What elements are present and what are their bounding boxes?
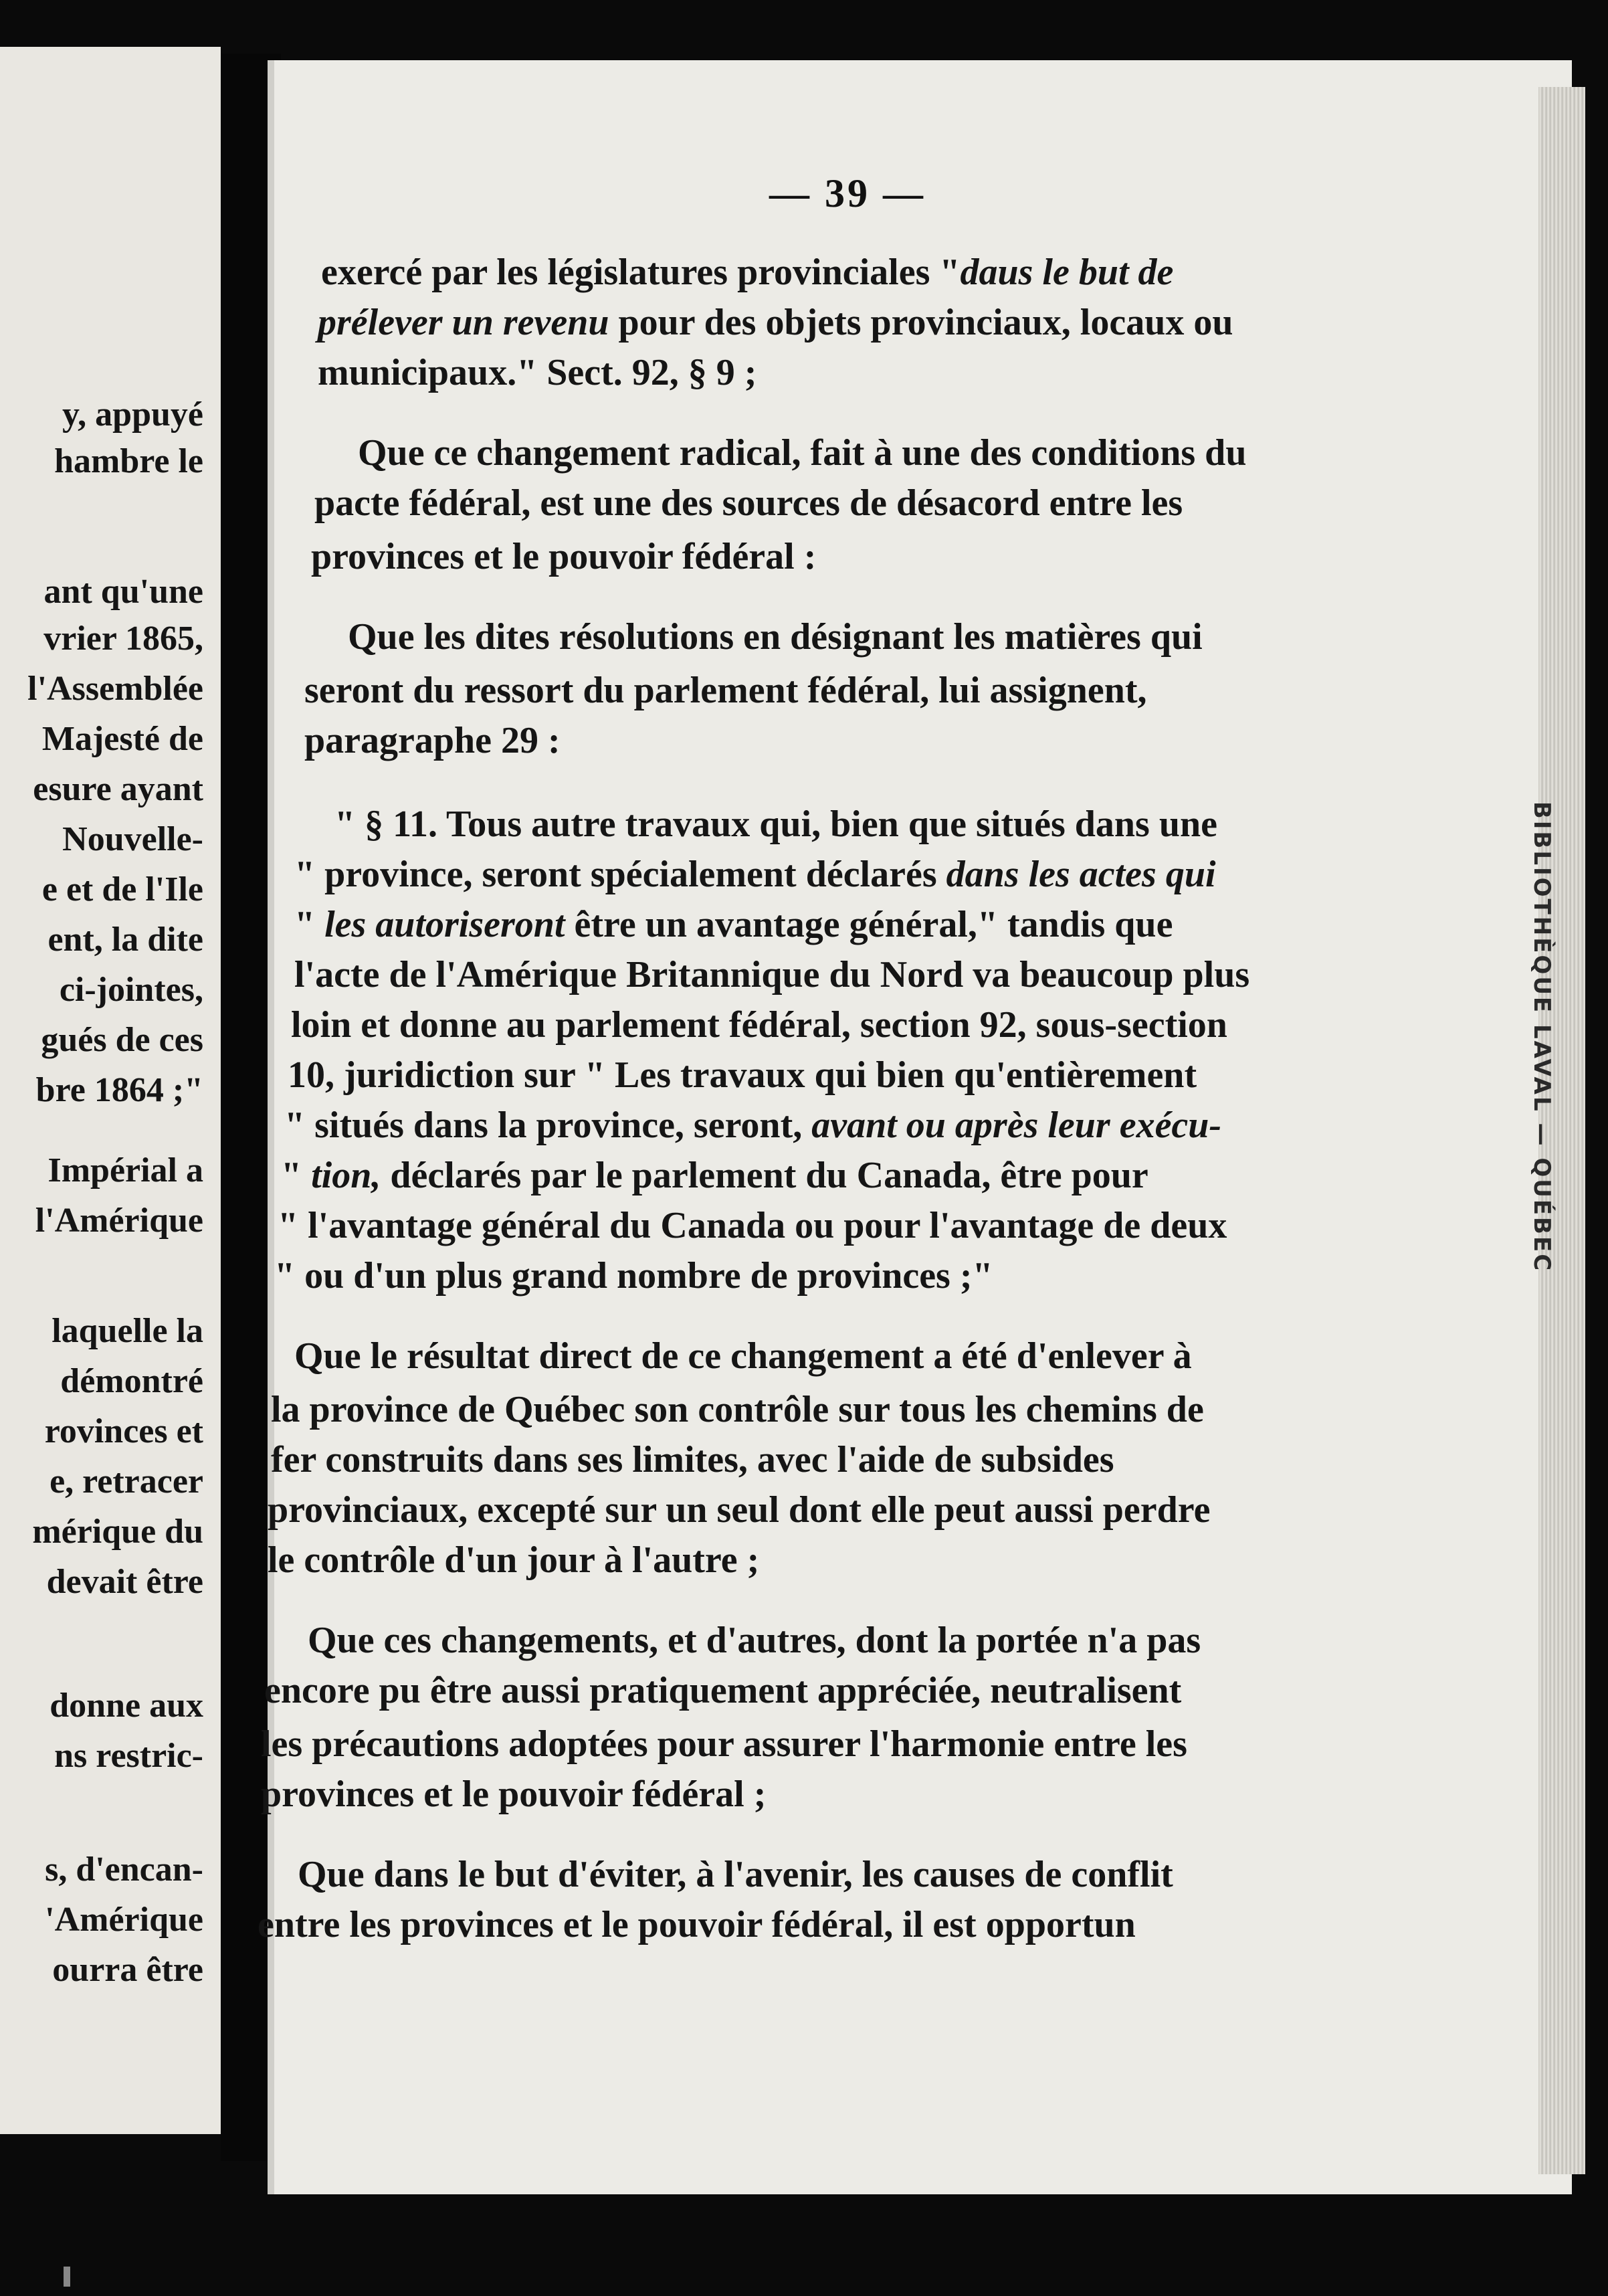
left-page-line: ent, la dite [47, 921, 203, 959]
left-page-line: bre 1864 ;" [35, 1071, 203, 1109]
left-page-line: ant qu'une [43, 573, 203, 611]
left-page-line: 'Amérique [45, 1901, 203, 1939]
text-line: loin et donne au parlement fédéral, section 92, sous-section [291, 1004, 1227, 1046]
text-line: Que dans le but d'éviter, à l'avenir, les causes de conflit [298, 1854, 1173, 1895]
text-line: le contrôle d'un jour à l'autre ; [268, 1539, 760, 1581]
left-page-line: Impérial a [47, 1151, 203, 1189]
text-line: pacte fédéral, est une des sources de désacord entre les [314, 482, 1183, 524]
text-line: encore pu être aussi pratiquement appréciée, neutralisent [264, 1670, 1182, 1711]
text-line: prélever un revenu pour des objets provinciaux, locaux ou [318, 302, 1233, 343]
text-line: provinces et le pouvoir fédéral : [311, 536, 817, 577]
left-page-line: rovinces et [44, 1412, 203, 1450]
left-page-line: e, retracer [49, 1462, 203, 1501]
page-number: — 39 — [769, 171, 926, 215]
text-line: " l'avantage général du Canada ou pour l'avantage de deux [278, 1205, 1227, 1246]
left-page-line: devait être [46, 1563, 203, 1601]
left-page-line: y, appuyé [62, 395, 203, 434]
text-line: Que le résultat direct de ce changement a été d'enlever à [294, 1335, 1192, 1377]
left-page-line: s, d'encan- [45, 1850, 203, 1889]
left-page-line: ourra être [52, 1951, 203, 1989]
text-line: les précautions adoptées pour assurer l'harmonie entre les [261, 1723, 1187, 1765]
text-line: Que les dites résolutions en désignant les matières qui [348, 616, 1203, 658]
left-facing-page [0, 47, 221, 2134]
text-line: provinces et le pouvoir fédéral ; [261, 1774, 767, 1815]
left-page-line: e et de l'Ile [41, 870, 203, 908]
text-line: l'acte de l'Amérique Britannique du Nord va beaucoup plus [294, 954, 1250, 995]
left-page-line: esure ayant [33, 770, 203, 808]
left-page-line: ci-jointes, [59, 971, 203, 1009]
text-line: entre les provinces et le pouvoir fédéral, il est opportun [258, 1904, 1136, 1945]
text-line: provinciaux, excepté sur un seul dont elle peut aussi perdre [268, 1489, 1211, 1531]
left-page-line: vrier 1865, [43, 619, 203, 658]
text-line: 10, juridiction sur " Les travaux qui bien qu'entièrement [288, 1054, 1197, 1096]
text-line: paragraphe 29 : [304, 720, 561, 761]
library-stamp-text: BIBLIOTHÈQUE LAVAL — QUÉBEC [1528, 801, 1555, 1273]
text-line: " § 11. Tous autre travaux qui, bien que situés dans une [334, 803, 1217, 845]
left-page-line: Majesté de [41, 720, 203, 758]
text-line: Que ce changement radical, fait à une des conditions du [358, 432, 1247, 474]
text-line: exercé par les législatures provinciales "daus le but de [321, 252, 1174, 293]
text-line: municipaux." Sect. 92, § 9 ; [318, 352, 757, 393]
text-line: seront du ressort du parlement fédéral, lui assignent, [304, 670, 1147, 711]
left-page-line: l'Assemblée [27, 670, 203, 708]
text-line: fer construits dans ses limites, avec l'aide de subsides [271, 1439, 1114, 1480]
text-line: " situés dans la province, seront, avant ou après leur exécu- [284, 1105, 1222, 1146]
text-line: " province, seront spécialement déclarés dans les actes qui [294, 854, 1216, 895]
text-line: la province de Québec son contrôle sur tous les chemins de [271, 1389, 1204, 1430]
text-line: " tion, déclarés par le parlement du Canada, être pour [281, 1155, 1148, 1196]
left-page-line: Nouvelle- [62, 820, 203, 858]
left-page-line: ns restric- [54, 1737, 203, 1775]
text-line: Que ces changements, et d'autres, dont la portée n'a pas [308, 1620, 1201, 1661]
left-page-line: hambre le [54, 442, 203, 480]
text-line: " ou d'un plus grand nombre de provinces ;" [274, 1255, 993, 1297]
library-stamp [1528, 736, 1555, 1338]
left-page-line: démontré [60, 1362, 203, 1400]
left-page-line: laquelle la [52, 1312, 203, 1350]
left-page-line: gués de ces [41, 1021, 203, 1059]
scan-mark [64, 2267, 70, 2287]
left-page-line: mérique du [32, 1513, 203, 1551]
left-page-line: l'Amérique [35, 1202, 203, 1240]
left-page-line: donne aux [49, 1687, 203, 1725]
text-line: " les autoriseront être un avantage général," tandis que [294, 904, 1173, 945]
